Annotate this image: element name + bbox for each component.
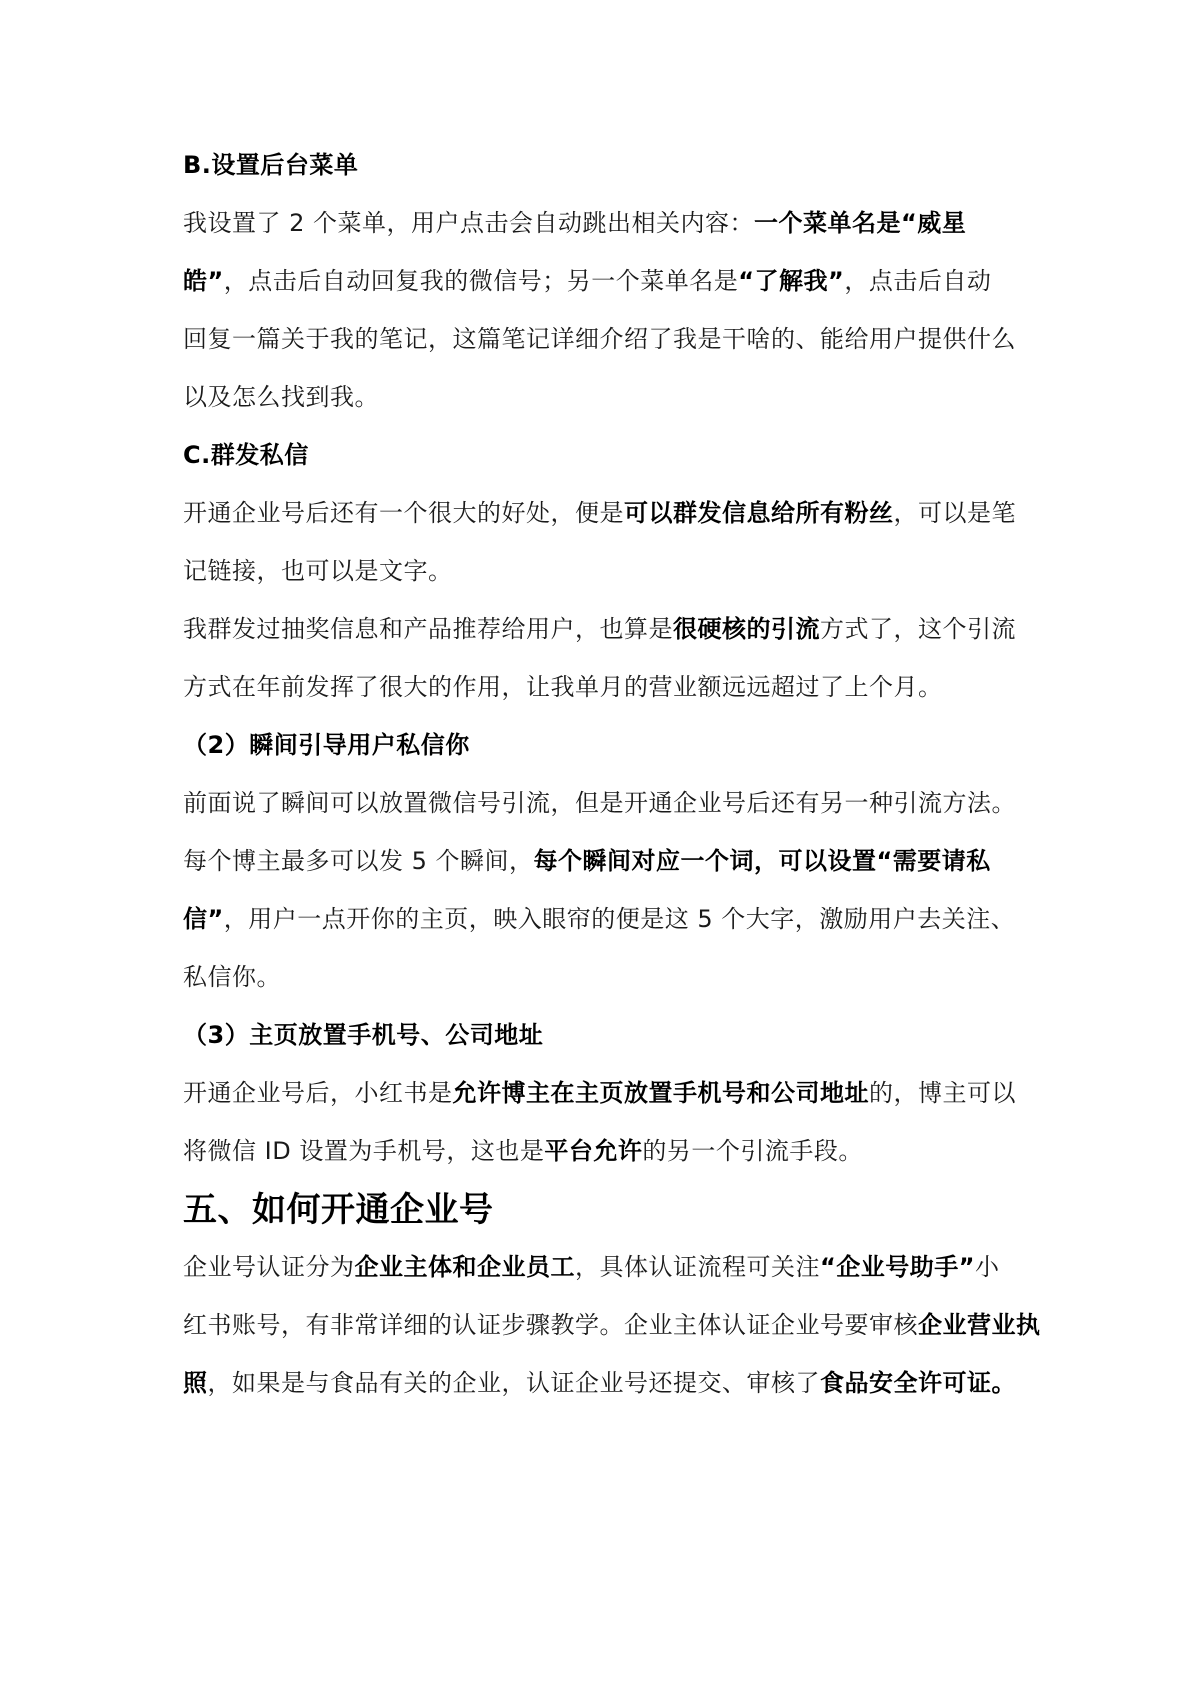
bold-text-run: 照 — [183, 1369, 208, 1397]
paragraph-line: 记链接，也可以是文字。 — [183, 557, 453, 585]
paragraph-line — [183, 1252, 1000, 1282]
text-run: ，点击后自动回复我的微信号；另一个菜单名是 — [223, 267, 739, 295]
text-run: 企业号认证分为 — [183, 1253, 355, 1281]
text-run: ，如果是与食品有关的企业，认证企业号还提交、审核了 — [207, 1369, 820, 1397]
text-run: 开通企业号后，小红书是 — [183, 1079, 453, 1107]
heading-2-moments-guide: （2）瞬间引导用户私信你 — [183, 731, 470, 759]
heading-b-backend-menu: B.设置后台菜单 — [183, 151, 359, 179]
text-run: 开通企业号后还有一个很大的好处，便是 — [183, 499, 624, 527]
text-run: 将微信 ID 设置为手机号，这也是 — [183, 1137, 545, 1165]
text-run: 红书账号，有非常详细的认证步骤教学。企业主体认证企业号要审核 — [183, 1311, 918, 1339]
bold-text-run: 平台允许 — [544, 1137, 643, 1165]
bold-text-run: 一个菜单名是“威星 — [754, 209, 967, 237]
paragraph-line — [183, 1078, 1016, 1108]
bold-text-run: 可以群发信息给所有粉丝 — [624, 499, 894, 527]
paragraph-line: 以及怎么找到我。 — [183, 383, 379, 411]
text-run: 方式了，这个引流 — [820, 615, 1016, 643]
bold-text-run: “企业号助手” — [820, 1253, 976, 1281]
paragraph-line — [183, 846, 991, 876]
bold-text-run: 食品安全许可证。 — [820, 1369, 1016, 1397]
text-run: 小 — [975, 1253, 1000, 1281]
text-run: 我群发过抽奖信息和产品推荐给用户，也算是 — [183, 615, 673, 643]
bold-text-run: 信” — [183, 905, 224, 933]
paragraph-line — [183, 208, 966, 238]
bold-text-run: 每个瞬间对应一个词，可以设置“需要请私 — [533, 847, 991, 875]
text-run: 每个博主最多可以发 5 个瞬间， — [183, 847, 534, 875]
paragraph-line — [183, 1136, 863, 1166]
heading-3-homepage-contact: （3）主页放置手机号、公司地址 — [183, 1021, 544, 1049]
bold-text-run: 允许博主在主页放置手机号和公司地址 — [452, 1079, 869, 1107]
text-run: ，可以是笔 — [893, 499, 1016, 527]
heading-c-mass-message: C.群发私信 — [183, 441, 309, 469]
paragraph-line: 前面说了瞬间可以放置微信号引流，但是开通企业号后还有另一种引流方法。 — [183, 789, 1016, 817]
bold-text-run: “了解我” — [738, 267, 845, 295]
bold-text-run: 企业主体和企业员工 — [354, 1253, 575, 1281]
bold-text-run: 很硬核的引流 — [673, 615, 820, 643]
text-run: ，具体认证流程可关注 — [575, 1253, 820, 1281]
paragraph-line — [183, 498, 1016, 528]
bold-text-run: 皓” — [183, 267, 224, 295]
paragraph-line: 方式在年前发挥了很大的作用，让我单月的营业额远远超过了上个月。 — [183, 673, 943, 701]
paragraph-line: 私信你。 — [183, 963, 281, 991]
paragraph-line — [183, 614, 1016, 644]
text-run: ，用户一点开你的主页，映入眼帘的便是这 5 个大字，激励用户去关注、 — [223, 905, 1016, 933]
bold-text-run: 企业营业执 — [918, 1311, 1041, 1339]
section-5-heading: 五、如何开通企业号 — [183, 1190, 494, 1230]
text-run: 的另一个引流手段。 — [642, 1137, 863, 1165]
paragraph-line — [183, 904, 1015, 934]
paragraph-line — [183, 1310, 1041, 1340]
text-run: 的，博主可以 — [869, 1079, 1016, 1107]
paragraph-line — [183, 266, 991, 296]
text-run: 我设置了 2 个菜单，用户点击会自动跳出相关内容： — [183, 209, 755, 237]
paragraph-line: 回复一篇关于我的笔记，这篇笔记详细介绍了我是干啥的、能给用户提供什么 — [183, 325, 1016, 353]
text-run: ，点击后自动 — [844, 267, 992, 295]
paragraph-line — [183, 1368, 1016, 1398]
